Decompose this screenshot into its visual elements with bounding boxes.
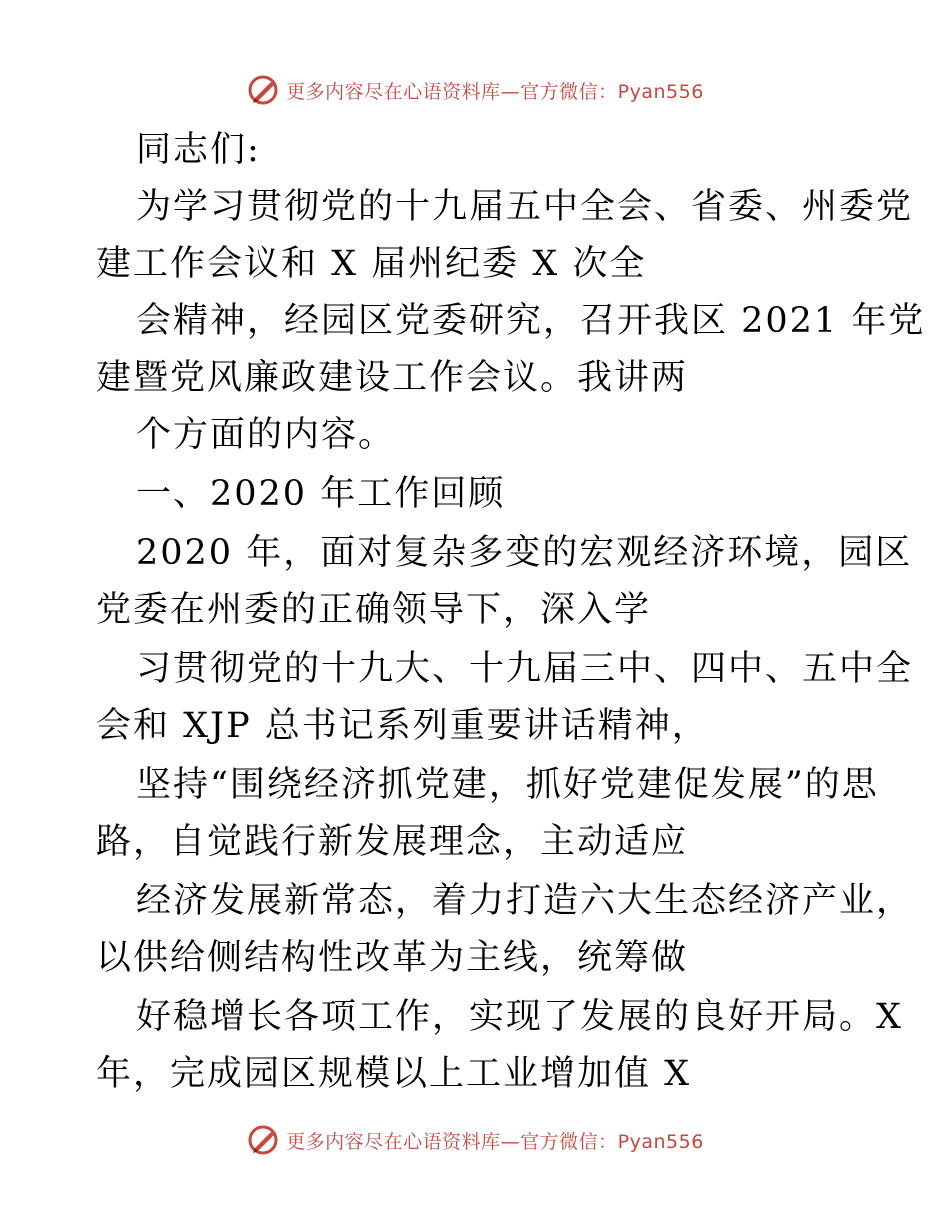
text-line: 为学习贯彻党的十九届五中全会、省委、州委党 <box>136 187 914 227</box>
text-line: 路，自觉践行新发展理念，主动适应 <box>96 822 689 862</box>
text-line: 好稳增长各项工作，实现了发展的良好开局。X <box>136 997 903 1037</box>
text-line: 经济发展新常态，着力打造六大生态经济产业， <box>136 881 914 921</box>
watermark-footer <box>0 1120 950 1160</box>
text-line: 习贯彻党的十九大、十九届三中、四中、五中全 <box>136 649 914 689</box>
section-heading: 一、2020 年工作回顾 <box>136 474 506 514</box>
text-line: 以供给侧结构性改革为主线，统筹做 <box>96 938 689 978</box>
pen-logo-icon <box>246 1123 280 1157</box>
text-line: 会精神，经园区党委研究，召开我区 2021 年党 <box>136 301 926 341</box>
text-line: 坚持“围绕经济抓党建，抓好党建促发展”的思 <box>136 765 879 805</box>
pen-logo-icon <box>246 73 280 107</box>
text-line: 会和 XJP 总书记系列重要讲话精神， <box>96 706 709 746</box>
watermark-header <box>0 70 950 110</box>
text-line: 个方面的内容。 <box>136 415 396 455</box>
text-line: 党委在州委的正确领导下，深入学 <box>96 590 652 630</box>
text-line: 建暨党风廉政建设工作会议。我讲两 <box>96 358 689 398</box>
watermark-text: 更多内容尽在心语资料库—官方微信：Pyan556 <box>286 80 704 103</box>
watermark-text: 更多内容尽在心语资料库—官方微信：Pyan556 <box>286 1130 704 1153</box>
text-line: 建工作会议和 X 届州纪委 X 次全 <box>96 244 647 284</box>
text-line: 同志们: <box>136 130 261 170</box>
text-line: 2020 年，面对复杂多变的宏观经济环境，园区 <box>136 533 913 573</box>
text-line: 年，完成园区规模以上工业增加值 X <box>96 1054 692 1094</box>
